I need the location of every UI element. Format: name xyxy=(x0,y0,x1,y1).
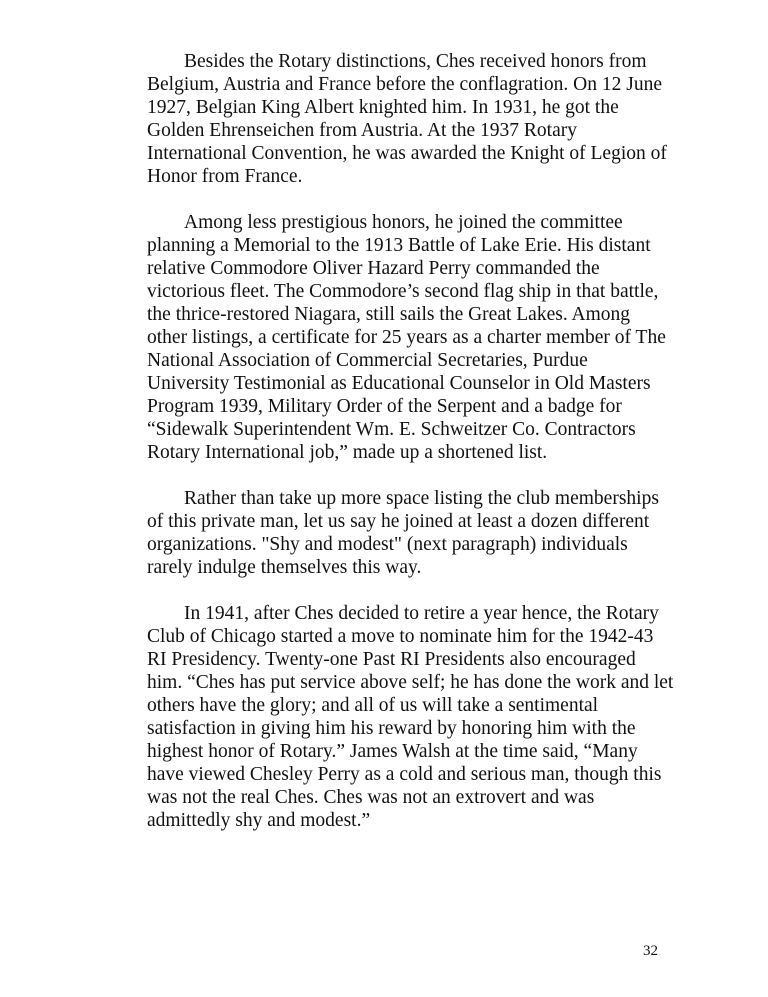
text-line: other listings, a certificate for 25 years as a charter member of The xyxy=(147,327,666,348)
text-line: victorious fleet. The Commodore’s second flag ship in that battle, xyxy=(147,281,659,302)
text-line: others have the glory; and all of us will take a sentimental xyxy=(147,695,599,716)
text-line: University Testimonial as Educational Counselor in Old Masters xyxy=(147,373,651,394)
text-line: Golden Ehrenseichen from Austria. At the 1937 Rotary xyxy=(147,120,577,141)
text-line: Honor from France. xyxy=(147,166,303,187)
text-line: have viewed Chesley Perry as a cold and serious man, though this xyxy=(147,764,662,785)
text-line: organizations. "Shy and modest" (next paragraph) individuals xyxy=(147,534,628,555)
text-line: of this private man, let us say he joined at least a dozen different xyxy=(147,511,650,532)
text-line: RI Presidency. Twenty-one Past RI Presidents also encouraged xyxy=(147,649,636,670)
text-line: was not the real Ches. Ches was not an extrovert and was xyxy=(147,787,595,808)
text-line: Rather than take up more space listing the club memberships xyxy=(184,488,659,509)
paragraph-lesser-honors xyxy=(147,211,667,464)
text-line: Belgium, Austria and France before the conflagration. On 12 June xyxy=(147,74,662,95)
text-line: 1927, Belgian King Albert knighted him. In 1931, he got the xyxy=(147,97,619,118)
text-line: In 1941, after Ches decided to retire a year hence, the Rotary xyxy=(184,603,659,624)
text-line: Rotary International job,” made up a shortened list. xyxy=(147,442,548,463)
text-line: planning a Memorial to the 1913 Battle of Lake Erie. His distant xyxy=(147,235,651,256)
text-line: Club of Chicago started a move to nominate him for the 1942-43 xyxy=(147,626,654,647)
paragraph-honors-abroad xyxy=(147,50,667,188)
text-line: International Convention, he was awarded the Knight of Legion of xyxy=(147,143,667,164)
text-line: Program 1939, Military Order of the Serpent and a badge for xyxy=(147,396,622,417)
text-line: rarely indulge themselves this way. xyxy=(147,557,422,578)
text-line: National Association of Commercial Secretaries, Purdue xyxy=(147,350,588,371)
text-line: the thrice-restored Niagara, still sails the Great Lakes. Among xyxy=(147,304,631,325)
text-line: admittedly shy and modest.” xyxy=(147,810,371,831)
paragraph-presidency xyxy=(147,602,674,832)
text-line: highest honor of Rotary.” James Walsh at the time said, “Many xyxy=(147,741,638,762)
page-number: 32 xyxy=(643,943,658,959)
text-line: Besides the Rotary distinctions, Ches received honors from xyxy=(184,51,647,72)
text-line: satisfaction in giving him his reward by honoring him with the xyxy=(147,718,636,739)
paragraph-memberships xyxy=(147,487,667,579)
body-text xyxy=(147,50,674,855)
text-line: “Sidewalk Superintendent Wm. E. Schweitzer Co. Contractors xyxy=(147,419,636,440)
text-line: Among less prestigious honors, he joined the committee xyxy=(184,212,623,233)
text-line: him. “Ches has put service above self; he has done the work and let xyxy=(147,672,674,693)
text-line: relative Commodore Oliver Hazard Perry commanded the xyxy=(147,258,600,279)
